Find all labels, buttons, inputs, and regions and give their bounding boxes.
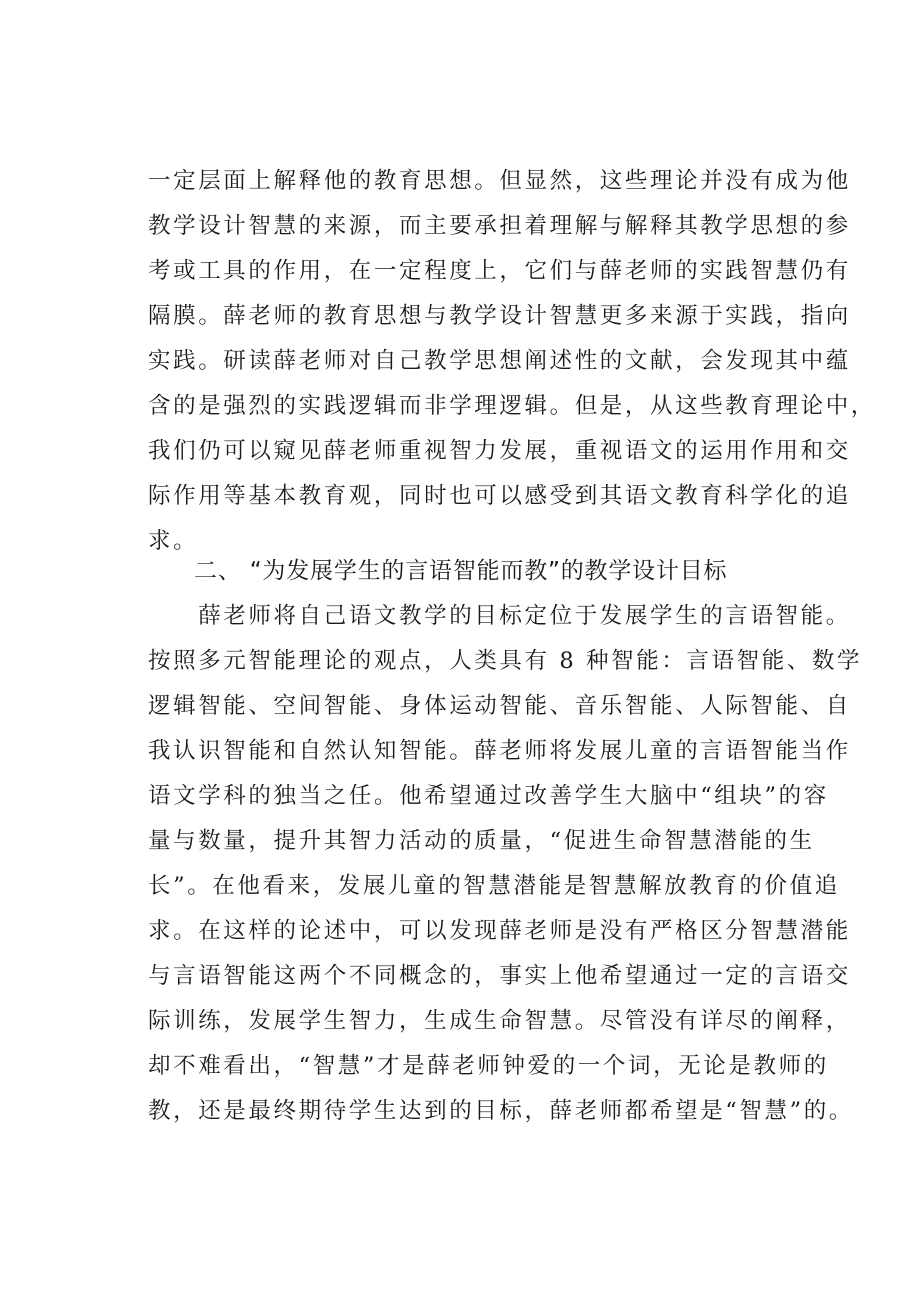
section-heading: 二、 “为发展学生的言语智能而教”的教学设计目标 [194, 558, 728, 584]
paragraph-line: 际训练，发展学生智力，生成生命智慧。尽管没有详尽的阐释， [148, 1008, 851, 1034]
paragraph-line: 我们仍可以窥见薛老师重视智力发展，重视语文的运用作用和交 [148, 438, 851, 464]
paragraph-line: 教学设计智慧的来源，而主要承担着理解与解释其教学思想的参 [148, 213, 851, 239]
paragraph-line: 教，还是最终期待学生达到的目标，薛老师都希望是“智慧”的。 [148, 1098, 854, 1124]
paragraph-line: 含的是强烈的实践逻辑而非学理逻辑。但是，从这些教育理论中， [148, 393, 876, 419]
paragraph-line: 量与数量，提升其智力活动的质量，“促进生命智慧潜能的生 [148, 828, 815, 854]
paragraph-line: 求。在这样的论述中，可以发现薛老师是没有严格区分智慧潜能 [148, 918, 851, 944]
paragraph-line: 却不难看出，“智慧”才是薛老师钟爱的一个词，无论是教师的 [148, 1053, 829, 1079]
paragraph-line: 实践。研读薛老师对自己教学思想阐述性的文献，会发现其中蕴 [148, 348, 851, 374]
paragraph-line: 薛老师将自己语文教学的目标定位于发展学生的言语智能。 [148, 603, 851, 629]
paragraph-line: 我认识智能和自然认知智能。薛老师将发展儿童的言语智能当作 [148, 738, 851, 764]
paragraph-line: 逻辑智能、空间智能、身体运动智能、音乐智能、人际智能、自 [148, 693, 851, 719]
paragraph-line: 与言语智能这两个不同概念的，事实上他希望通过一定的言语交 [148, 963, 851, 989]
paragraph-line: 考或工具的作用，在一定程度上，它们与薛老师的实践智慧仍有 [148, 258, 851, 284]
paragraph-line: 求。 [148, 528, 199, 554]
paragraph-line: 语文学科的独当之任。他希望通过改善学生大脑中“组块”的容 [148, 783, 829, 809]
paragraph-line: 按照多元智能理论的观点，人类具有 8 种智能：言语智能、数学 [148, 648, 863, 674]
paragraph-line: 际作用等基本教育观，同时也可以感受到其语文教育科学化的追 [148, 483, 851, 509]
paragraph-line: 一定层面上解释他的教育思想。但显然，这些理论并没有成为他 [148, 168, 851, 194]
paragraph-line: 长”。在他看来，发展儿童的智慧潜能是智慧解放教育的价值追 [148, 873, 840, 899]
paragraph-line: 隔膜。薛老师的教育思想与教学设计智慧更多来源于实践，指向 [148, 303, 851, 329]
